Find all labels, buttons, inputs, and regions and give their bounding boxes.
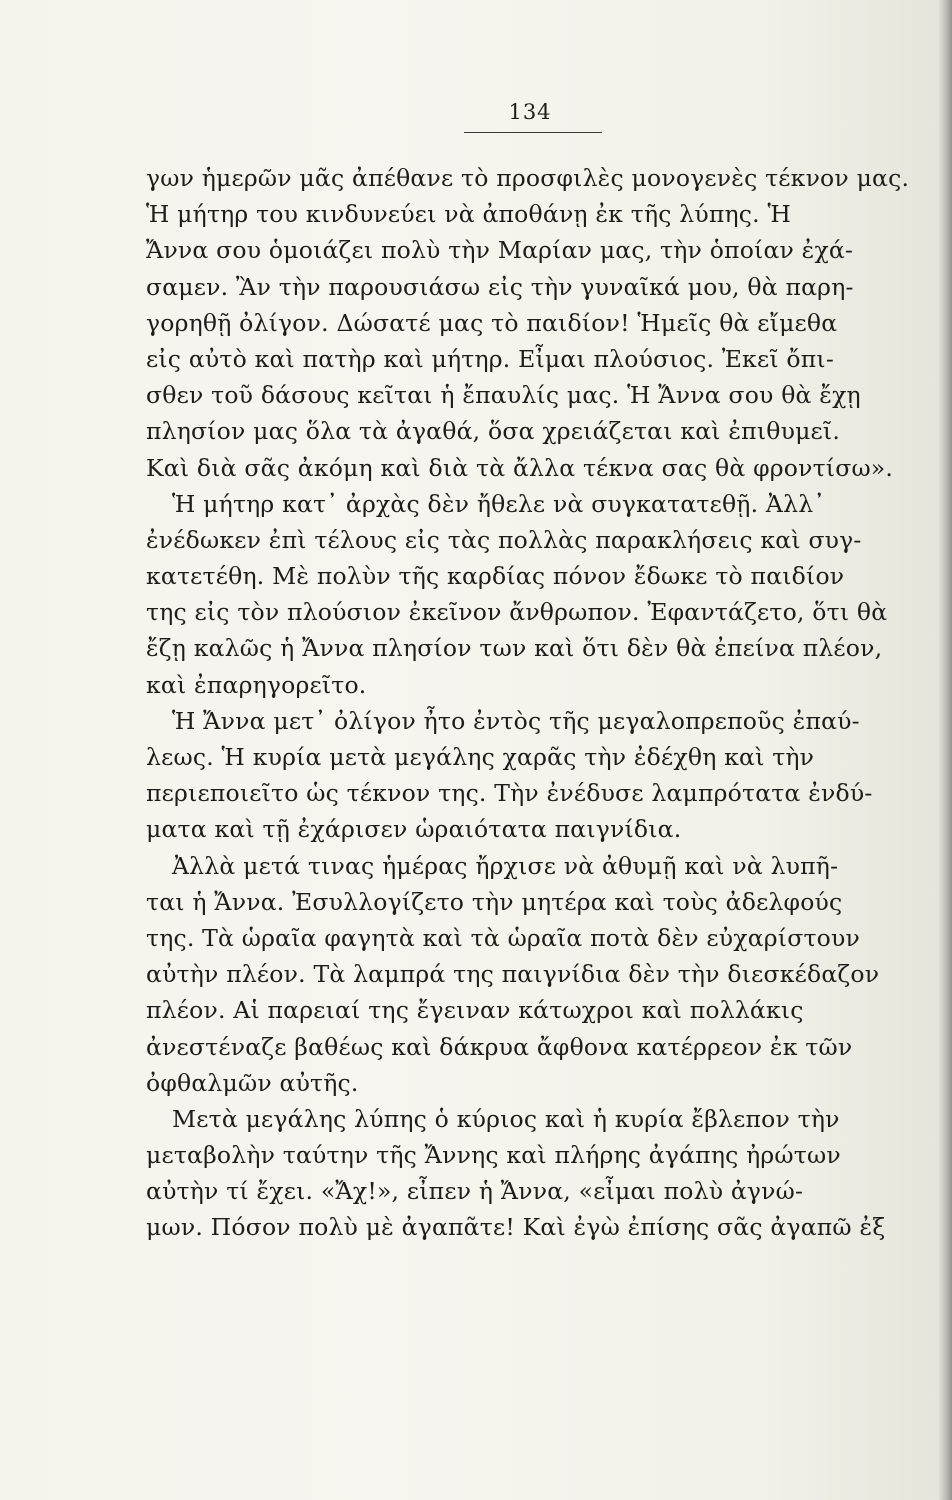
text-line: γορηθῇ ὀλίγον. Δώσατέ μας τὸ παιδίον! Ἡμεῖς θὰ εἴμεθα — [146, 308, 838, 337]
text-line: Ἡ Ἄννα μετ᾽ ὀλίγον ἦτο ἐντὸς τῆς μεγαλοπρεποῦς ἐπαύ- — [172, 706, 860, 735]
text-line: Μετὰ μεγάλης λύπης ὁ κύριος καὶ ἡ κυρία ἔβλεπον τὴν — [172, 1104, 840, 1133]
text-line: Ἡ μήτηρ του κινδυνεύει νὰ ἀποθάνῃ ἐκ τῆς λύπης. Ἡ — [146, 200, 791, 229]
text-line: εἰς αὐτὸ καὶ πατὴρ καὶ μήτηρ. Εἶμαι πλούσιος. Ἐκεῖ ὄπι- — [146, 344, 834, 373]
page-edge-shadow — [938, 0, 952, 1500]
text-line: καὶ ἐπαρηγορεῖτο. — [146, 670, 367, 699]
text-line: πλέον. Αἱ παρειαί της ἔγειναν κάτωχροι καὶ πολλάκις — [146, 996, 804, 1025]
text-line: σθεν τοῦ δάσους κεῖται ἡ ἔπαυλίς μας. Ἡ Ἄννα σου θὰ ἔχῃ — [146, 381, 861, 410]
text-line: ται ἡ Ἄννα. Ἐσυλλογίζετο τὴν μητέρα καὶ τοὺς ἀδελφούς — [146, 887, 843, 916]
text-line: της. Τὰ ὡραῖα φαγητὰ καὶ τὰ ὡραῖα ποτὰ δὲν εὐχαρίστουν — [146, 923, 860, 952]
text-line: της εἰς τὸν πλούσιον ἐκεῖνον ἄνθρωπον. Ἐφαντάζετο, ὅτι θὰ — [146, 598, 888, 627]
text-line: σαμεν. Ἂν τὴν παρουσιάσω εἰς τὴν γυναῖκά μου, θὰ παρη- — [146, 272, 854, 301]
text-line: ἔζῃ καλῶς ἡ Ἄννα πλησίον των καὶ ὅτι δὲν θὰ ἐπείνα πλέον, — [146, 634, 883, 663]
text-line: κατετέθη. Μὲ πολὺν τῆς καρδίας πόνον ἔδωκε τὸ παιδίον — [146, 562, 845, 591]
header-rule — [464, 132, 602, 133]
text-line: μεταβολὴν ταύτην τῆς Ἄννης καὶ πλήρης ἀγάπης ἠρώτων — [146, 1141, 841, 1170]
text-line: αὐτὴν πλέον. Τὰ λαμπρά της παιγνίδια δὲν τὴν διεσκέδαζον — [146, 960, 880, 989]
page-number: 134 — [508, 100, 552, 124]
text-line: αὐτὴν τί ἔχει. «Ἄχ!», εἶπεν ἡ Ἄννα, «εἶμαι πολὺ ἀγνώ- — [146, 1177, 804, 1206]
text-line: περιεποιεῖτο ὡς τέκνον της. Τὴν ἐνέδυσε λαμπρότατα ἐνδύ- — [146, 779, 873, 808]
text-line: πλησίον μας ὅλα τὰ ἀγαθά, ὅσα χρειάζεται καὶ ἐπιθυμεῖ. — [146, 417, 840, 446]
text-line: Ἀλλὰ μετά τινας ἡμέρας ἤρχισε νὰ ἀθυμῇ καὶ νὰ λυπῆ- — [172, 851, 839, 880]
text-line: ὀφθαλμῶν αὐτῆς. — [146, 1068, 359, 1097]
text-line: ματα καὶ τῇ ἐχάρισεν ὡραιότατα παιγνίδια. — [146, 815, 682, 844]
text-line: ἐνέδωκεν ἐπὶ τέλους εἰς τὰς πολλὰς παρακλήσεις καὶ συγ- — [146, 525, 862, 554]
text-line: γων ἡμερῶν μᾶς ἀπέθανε τὸ προσφιλὲς μονογενὲς τέκνον μας. — [146, 164, 910, 192]
body-text — [146, 160, 936, 1246]
text-line: Ἡ μήτηρ κατ᾽ ἀρχὰς δὲν ἤθελε νὰ συγκατατεθῇ. Ἀλλ᾽ — [172, 489, 826, 518]
text-line: ἀνεστέναζε βαθέως καὶ δάκρυα ἄφθονα κατέρρεον ἐκ τῶν — [146, 1032, 853, 1061]
text-line: Καὶ διὰ σᾶς ἀκόμη καὶ διὰ τὰ ἄλλα τέκνα σας θὰ φροντίσω». — [146, 453, 894, 482]
text-line: μων. Πόσον πολὺ μὲ ἀγαπᾶτε! Καὶ ἐγὼ ἐπίσης σᾶς ἀγαπῶ ἐξ — [146, 1213, 886, 1242]
text-line: λεως. Ἡ κυρία μετὰ μεγάλης χαρᾶς τὴν ἐδέχθη καὶ τὴν — [146, 743, 815, 771]
text-line: Ἄννα σου ὁμοιάζει πολὺ τὴν Μαρίαν μας, τὴν ὁποίαν ἐχά- — [146, 236, 854, 265]
